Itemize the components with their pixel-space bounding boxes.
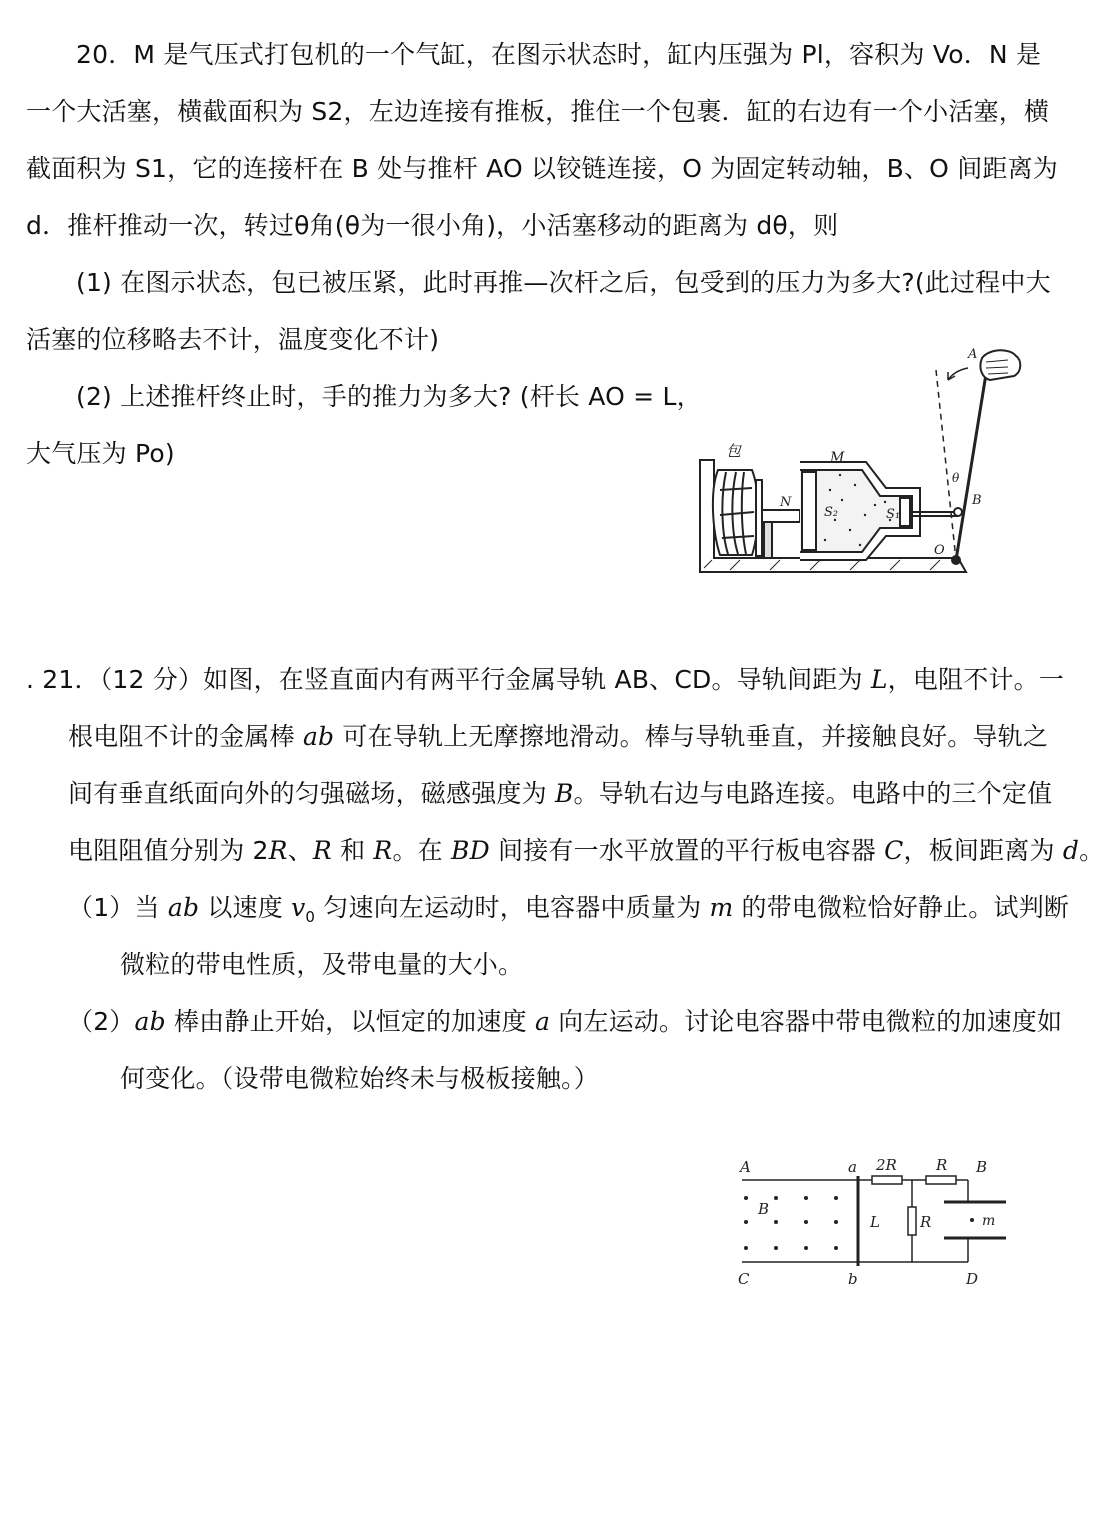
- q21-var-R: R: [312, 836, 332, 865]
- q21-subquestion-1: [68, 891, 1069, 934]
- q21-label-C: C: [738, 1270, 750, 1288]
- q21-var-a: a: [534, 1007, 551, 1036]
- q21-label-a: a: [848, 1158, 857, 1176]
- q20-line-6: 活塞的位移略去不计，温度变化不计): [26, 325, 440, 354]
- q20-line-1: 20．M 是气压式打包机的一个气缸，在图示状态时，缸内压强为 Pl，容积为 Vo．N 是: [76, 40, 1042, 69]
- q21-text: 间接有一水平放置的平行板电容器: [489, 836, 885, 865]
- q20-label-theta: θ: [952, 471, 960, 485]
- q21-label-A: A: [740, 1158, 751, 1176]
- q21-text: ，板间距离为: [903, 836, 1063, 865]
- q21-text: 以速度: [199, 893, 292, 922]
- q21-subscript: 0: [305, 908, 316, 926]
- q21-text: 向左运动。讨论电容器中带电微粒的加速度如: [550, 1007, 1063, 1036]
- q21-text: （2）: [68, 1007, 135, 1036]
- q21-text: （1）当: [68, 893, 168, 922]
- q21-text: 间有垂直纸面向外的匀强磁场，磁感强度为: [68, 779, 555, 808]
- q21-text: 根电阻不计的金属棒: [68, 722, 303, 751]
- q20-line-4: d．推杆推动一次，转过θ角(θ为一很小角)，小活塞移动的距离为 dθ，则: [26, 211, 839, 240]
- q21-line-4: [68, 834, 1104, 868]
- q21-var-BD: BD: [451, 836, 490, 865]
- q21-label-R-mid: R: [920, 1213, 932, 1231]
- q21-var-v: v: [291, 893, 306, 922]
- q21-text: 。在: [392, 836, 452, 865]
- q20-line-8: 大气压为 Po): [26, 439, 175, 468]
- q21-text: 、: [287, 836, 313, 865]
- q21-var-B: B: [554, 779, 574, 808]
- q21-circuit-figure: [730, 1152, 1030, 1297]
- q20-label-S1: S₁: [886, 507, 901, 522]
- q20-subquestion-1: (1) 在图示状态，包已被压紧，此时再推—次杆之后，包受到的压力为多大?(此过程中大: [76, 268, 1051, 297]
- q20-label-N: N: [780, 495, 792, 510]
- q21-line-3: [68, 777, 1052, 811]
- q21-text: 可在导轨上无摩擦地滑动。棒与导轨垂直，并接触良好。导轨之: [334, 722, 1049, 751]
- q20-label-M: M: [830, 450, 845, 466]
- q21-label-2R: 2R: [876, 1156, 897, 1174]
- q21-line-1: [26, 663, 1064, 697]
- q21-text: ，电阻不计。一: [887, 665, 1065, 694]
- q21-text: 匀速向左运动时，电容器中质量为: [315, 893, 710, 922]
- q20-line-2: 一个大活塞，横截面积为 S2，左边连接有推板，推住一个包裹．缸的右边有一个小活塞，横: [26, 97, 1050, 126]
- q21-var-ab: ab: [167, 893, 200, 922]
- q21-text: 电阻阻值分别为 2: [68, 836, 269, 865]
- q21-var-ab: ab: [134, 1007, 166, 1036]
- q21-text: 棒由静止开始，以恒定的加速度: [165, 1007, 535, 1036]
- q20-label-O: O: [934, 543, 945, 558]
- q20-packing-machine-figure: [690, 340, 1050, 580]
- q20-line-3: 截面积为 S1，它的连接杆在 B 处与推杆 AO 以铰链连接，O 为固定转动轴，B、O 间距离为: [26, 154, 1059, 183]
- q21-var-C: C: [884, 836, 904, 865]
- q21-line-6: 微粒的带电性质，及带电量的大小。: [120, 950, 524, 979]
- q21-var-ab: ab: [302, 722, 335, 751]
- q21-var-R: R: [268, 836, 288, 865]
- q20-label-S2: S₂: [824, 505, 839, 520]
- q21-text: 。导轨右边与电路连接。电路中的三个定值: [573, 779, 1053, 808]
- q20-label-B: B: [972, 493, 982, 508]
- q21-label-B-field: B: [758, 1200, 770, 1218]
- q21-label-L: L: [870, 1213, 880, 1231]
- q21-text: 和: [331, 836, 374, 865]
- q21-label-m: m: [982, 1213, 996, 1229]
- q21-subquestion-2: [68, 1005, 1062, 1039]
- q21-label-D: D: [966, 1270, 979, 1288]
- q21-var-d: d: [1062, 836, 1080, 865]
- q20-subquestion-2: (2) 上述推杆终止时，手的推力为多大? (杆长 AO = L，: [76, 382, 702, 411]
- q21-text: . 21．（12 分）如图，在竖直面内有两平行金属导轨 AB、CD。导轨间距为: [26, 665, 871, 694]
- q21-var-m: m: [709, 893, 734, 922]
- q21-text: 的带电微粒恰好静止。试判断: [733, 893, 1070, 922]
- q21-label-B-point: B: [976, 1158, 988, 1176]
- q21-text: 。: [1079, 836, 1104, 865]
- q21-line-2: [68, 720, 1048, 754]
- q21-var-R: R: [373, 836, 393, 865]
- q20-label-A: A: [968, 347, 978, 362]
- q21-label-R-top: R: [936, 1156, 948, 1174]
- q20-label-bao: 包: [726, 442, 742, 460]
- q21-label-b: b: [848, 1270, 858, 1288]
- q21-var-L: L: [870, 665, 888, 694]
- q21-line-8: 何变化。（设带电微粒始终未与极板接触。）: [120, 1064, 600, 1093]
